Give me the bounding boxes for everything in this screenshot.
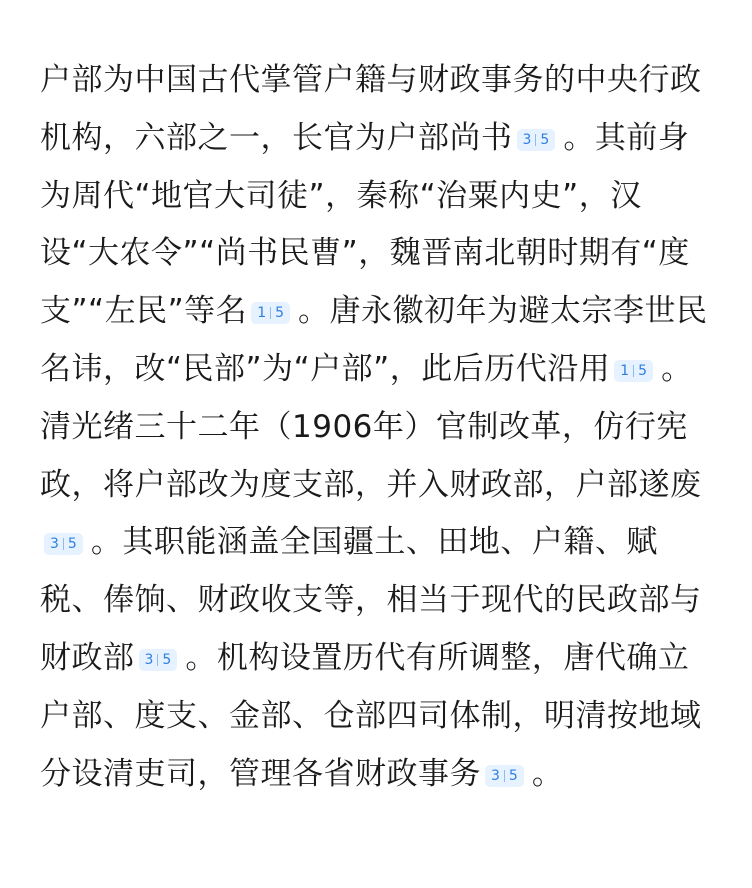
citation-badge[interactable] (251, 302, 290, 324)
citation-ref-b: 5 (638, 362, 648, 379)
article-text: 。唐永徽初年为避太宗李世民名讳，改“民部”为“户部”，此后历代沿用 (40, 293, 708, 387)
citation-ref-a: 3 (491, 767, 500, 784)
citation-separator (504, 770, 505, 782)
citation-ref-b: 5 (162, 651, 172, 668)
article-text: 。其职能涵盖全国疆土、田地、户籍、赋税、俸饷、财政收支等，相当于现代的民政部与财政部 (40, 524, 702, 676)
citation-badge[interactable] (139, 649, 178, 671)
citation-ref-a: 1 (620, 362, 630, 379)
citation-ref-a: 3 (144, 651, 154, 668)
citation-separator (270, 307, 271, 319)
citation-separator (633, 365, 634, 377)
article-paragraph (40, 52, 720, 803)
citation-badge[interactable] (614, 360, 653, 382)
citation-separator (63, 538, 64, 550)
article-text: 。机构设置历代有所调整，唐代确立户部、度支、金部、仓部四司体制，明清按地域分设清吏司，管理各省财政事务 (40, 639, 702, 792)
citation-separator (157, 654, 158, 666)
citation-ref-a: 3 (50, 536, 59, 553)
citation-ref-a: 3 (522, 131, 532, 148)
article-text: 。其前身为周代“地官大司徒”，秦称“治粟内史”，汉设“大农令”“尚书民曹”，魏晋南北朝时期有“度支”“左民”等名 (40, 119, 690, 330)
citation-ref-b: 5 (275, 305, 285, 322)
citation-ref-a: 1 (257, 305, 267, 322)
citation-separator (535, 134, 536, 146)
citation-badge[interactable] (485, 765, 524, 787)
citation-ref-b: 5 (67, 536, 77, 553)
citation-badge[interactable] (44, 533, 83, 555)
article-text: 。 (531, 755, 564, 792)
citation-ref-b: 5 (508, 767, 518, 784)
citation-ref-b: 5 (540, 131, 550, 148)
citation-badge[interactable] (517, 129, 556, 151)
article-text: 。清光绪三十二年（1906年）官制改革，仿行宪政，将户部改为度支部，并入财政部，户部遂废 (40, 350, 702, 503)
article-text: 户部为中国古代掌管户籍与财政事务的中央行政机构，六部之一，长官为户部尚书 (40, 62, 702, 156)
